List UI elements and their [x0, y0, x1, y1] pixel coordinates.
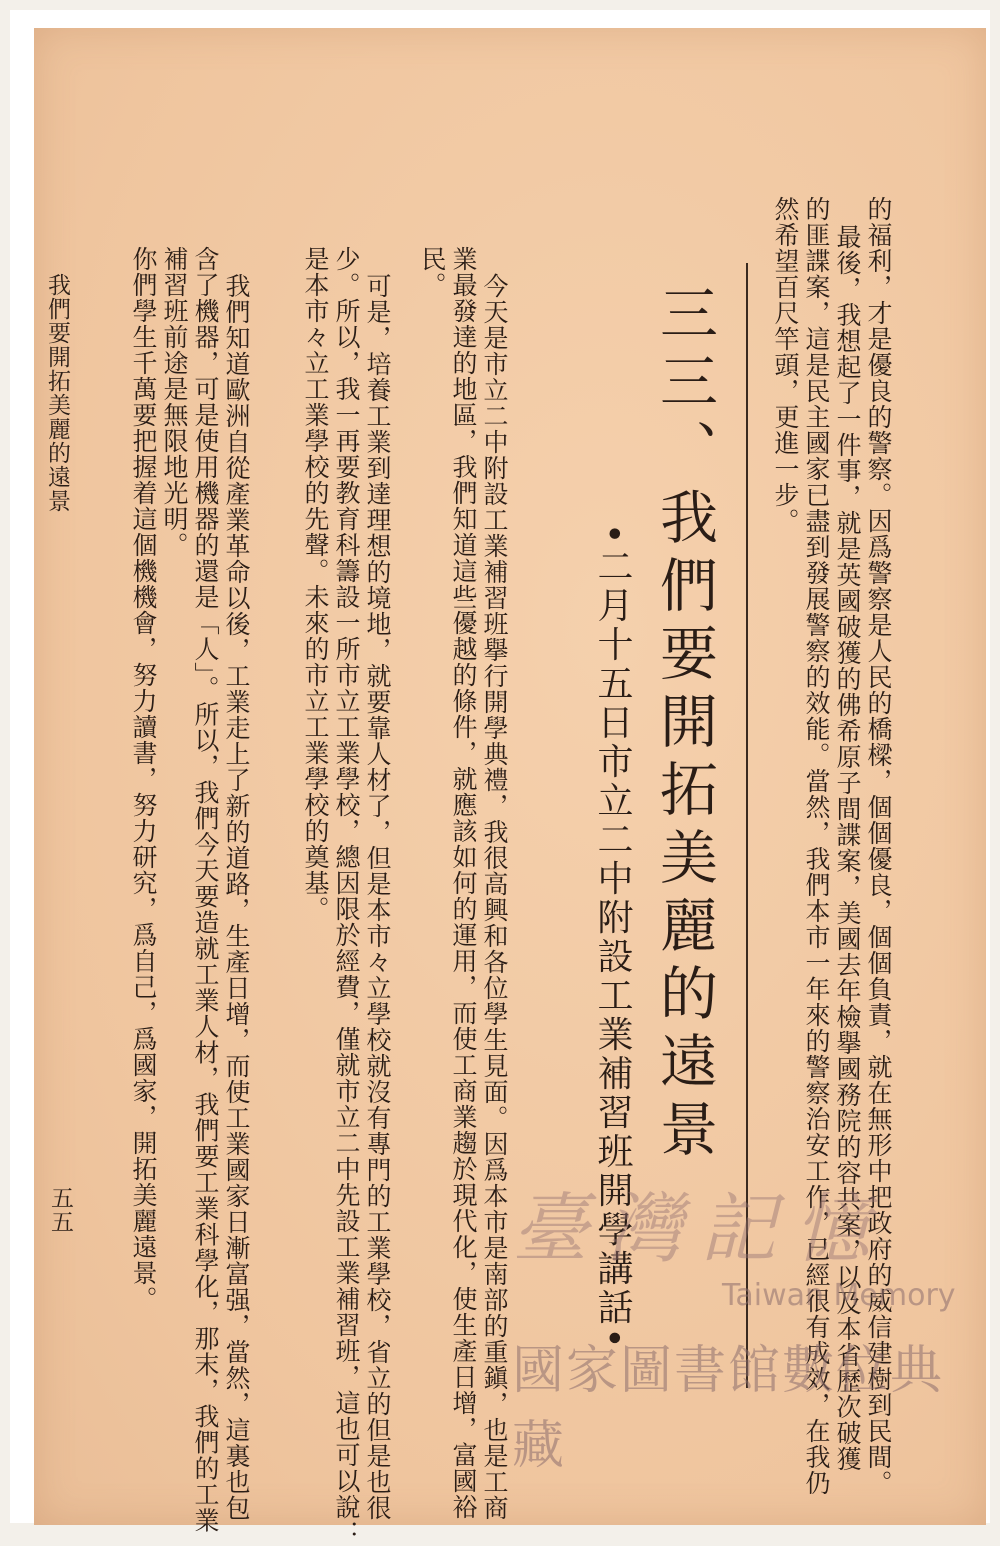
right-block-line-2: 最後，我想起了一件事，就是英國破獲的佛希原子間諜案，美國去年檢擧國務院的容共案，以及本省歷次破獲 — [833, 224, 862, 1472]
body-line-9: 含了機器，可是使用機器的還是「人」。所以，我們今天要造就工業人材，我們要工業科學化，那末，我們的工業 — [191, 246, 220, 1534]
watermark-logo-text: 臺灣記憶 — [512, 1184, 888, 1273]
article-subtitle: •二月十五日市立二中附設工業補習班開學講話• — [592, 523, 633, 1352]
document-page — [34, 28, 986, 1546]
body-line-2: 業最發達的地區，我們知道這些優越的條件，就應該如何的運用，而使工商業趨於現代化，使生產日增，富國裕 — [449, 246, 478, 1520]
right-block-line-1: 的福利，才是優良的警察。因爲警察是人民的橋樑，個個優良，個個負責，就在無形中把政府的威信建樹到民間。 — [864, 196, 893, 1496]
watermark-english: Taiwan Memory — [722, 1278, 956, 1313]
body-line-5: 少。所以，我一再要教育科籌設一所市立工業學校，總因限於經費，僅就市立二中先設工業補習班，這也可以說： — [332, 246, 361, 1546]
scan-frame — [10, 10, 990, 1546]
right-block-line-4: 然希望百尺竿頭，更進一步。 — [771, 196, 800, 534]
body-line-3: 民。 — [418, 246, 447, 298]
running-head: 我們要開拓美麗的遠景 — [44, 273, 70, 513]
page-number: 五五 — [47, 1186, 73, 1234]
body-line-11: 你們學生千萬要把握着這個機機會，努力讀書，努力研究，爲自己，爲國家，開拓美麗遠景。 — [129, 246, 158, 1312]
body-line-6: 是本市々立工業學校的先聲。未來的市立工業學校的奠基。 — [301, 246, 330, 922]
body-line-1: 今天是市立二中附設工業補習班擧行開學典禮，我很高興和各位學生見面。因爲本市是南部的重鎭，也是工商 — [480, 273, 509, 1521]
right-block-line-3: 的匪諜案，這是民主國家已盡到發展警察的效能。當然，我們本市一年來的警察治安工作，已經很有成效，在我仍 — [802, 196, 831, 1496]
article-title: 三三、我們要開拓美麗的遠景 — [650, 283, 718, 1167]
watermark-chinese: 國家圖書館數位典藏 — [512, 1341, 945, 1476]
body-line-4: 可是，培養工業到達理想的境地，就要靠人材了，但是本市々立學校就沒有專門的工業學校，省立的但是也很 — [363, 273, 392, 1521]
body-line-8: 我們知道歐洲自從產業革命以後，工業走上了新的道路，生產日增，而使工業國家日漸富强，當然，這裏也包 — [222, 273, 251, 1521]
watermark — [512, 1168, 982, 1476]
body-line-10: 補習班前途是無限地光明。 — [160, 246, 189, 558]
